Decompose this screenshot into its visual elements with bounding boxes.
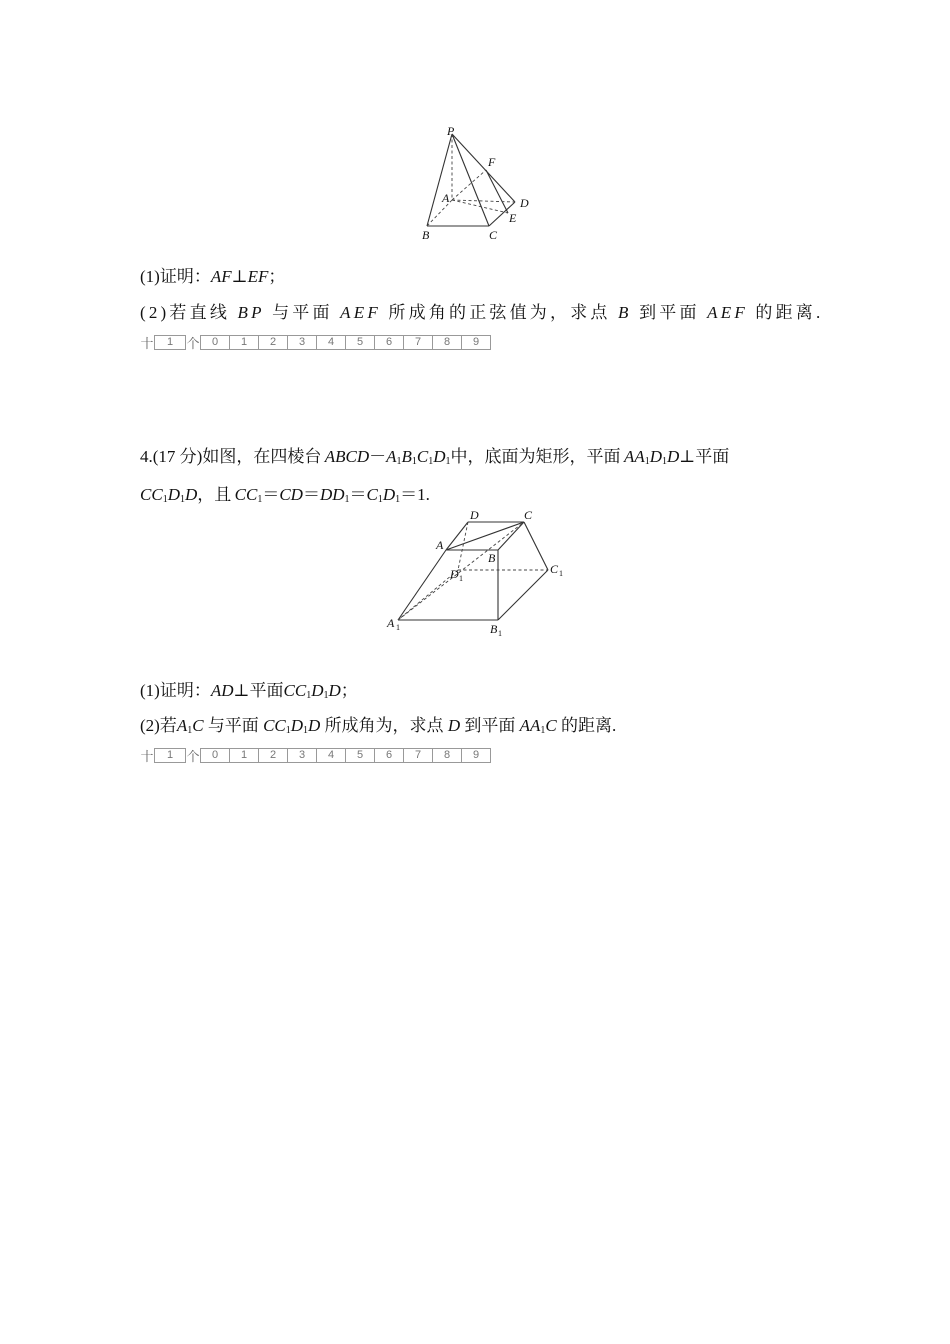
- edge-a1c: [398, 522, 524, 620]
- math-text: 的距离.: [755, 303, 824, 322]
- label-b: B: [488, 551, 496, 565]
- q3-part1: [140, 262, 285, 287]
- math-text: CC: [283, 681, 307, 700]
- edge-ac: [446, 522, 524, 550]
- math-text: AEF: [340, 303, 381, 322]
- math-text: (2)若直线: [140, 303, 231, 322]
- math-text: D: [167, 485, 180, 504]
- subscript: 1: [540, 725, 546, 736]
- digit-cell[interactable]: 2: [258, 748, 288, 763]
- math-text: BP: [237, 303, 265, 322]
- digit-cell[interactable]: 0: [200, 748, 230, 763]
- pyramid-figure: [410, 120, 540, 245]
- edge-ae: [452, 200, 508, 213]
- digit-cell[interactable]: 7: [403, 335, 433, 350]
- q4-statement-line2: [140, 480, 430, 505]
- ones-label: 个: [186, 335, 200, 351]
- math-text: (1)证明：: [140, 681, 211, 700]
- math-text: C: [366, 485, 378, 504]
- subscript: 1: [395, 494, 401, 505]
- math-text: D: [447, 716, 461, 735]
- digit-cell[interactable]: 9: [461, 335, 491, 350]
- math-text: ABCD: [324, 447, 370, 466]
- digit-cell[interactable]: 8: [432, 335, 462, 350]
- label-b: B: [422, 228, 430, 242]
- digit-cell[interactable]: 6: [374, 748, 404, 763]
- math-text: 的距离.: [560, 716, 617, 735]
- math-text: (1)证明：: [140, 267, 211, 286]
- math-text: ＝1.: [400, 485, 430, 504]
- digit-cell[interactable]: 2: [258, 335, 288, 350]
- subscript: 1: [662, 456, 667, 467]
- math-text: B: [618, 303, 632, 322]
- digit-cell[interactable]: 3: [287, 335, 317, 350]
- math-text: C: [192, 716, 204, 735]
- label-a: A: [442, 191, 450, 205]
- tens-label: 十: [140, 335, 154, 351]
- math-text: (2)若: [140, 716, 177, 735]
- digit-cell[interactable]: 0: [200, 335, 230, 350]
- math-text: D: [184, 485, 198, 504]
- label-c: C: [489, 228, 498, 242]
- math-text: AF⊥EF: [210, 267, 269, 286]
- math-text: D: [311, 681, 324, 700]
- subscript: 1: [285, 725, 291, 736]
- label-a1-sub: 1: [396, 623, 400, 632]
- subscript: 1: [179, 494, 185, 505]
- math-text: 到平面: [639, 303, 700, 322]
- math-text: D: [382, 485, 396, 504]
- math-text: A: [386, 447, 397, 466]
- label-p: P: [447, 124, 455, 138]
- digit-cell[interactable]: 1: [229, 748, 259, 763]
- edge-cc1: [524, 522, 548, 570]
- label-a: A: [436, 538, 444, 552]
- subscript: 1: [303, 725, 309, 736]
- label-d: D: [470, 508, 479, 522]
- label-e: E: [509, 211, 517, 225]
- q3-part2: [140, 298, 823, 323]
- edge-ad: [452, 200, 515, 202]
- subscript: 1: [396, 456, 402, 467]
- edge-b1c1: [498, 570, 548, 620]
- label-d: D: [520, 196, 529, 210]
- tens-box[interactable]: 1: [154, 335, 186, 350]
- digit-cell[interactable]: 4: [316, 748, 346, 763]
- math-text: ＝: [302, 485, 320, 504]
- math-text: C: [545, 716, 557, 735]
- math-text: ⊥平面: [233, 681, 284, 700]
- math-text: D: [308, 716, 321, 735]
- digit-cell[interactable]: 5: [345, 335, 375, 350]
- subscript: 1: [323, 690, 329, 701]
- math-text: 到平面: [464, 716, 516, 735]
- math-text: 与平面: [272, 303, 333, 322]
- q4-part2: [140, 711, 616, 736]
- math-text: ，且: [197, 485, 232, 504]
- subscript: 1: [428, 456, 434, 467]
- digit-cell[interactable]: 5: [345, 748, 375, 763]
- digit-cell[interactable]: 4: [316, 335, 346, 350]
- subscript: 1: [411, 456, 417, 467]
- q4-part1: [140, 676, 358, 701]
- math-text: ；: [340, 681, 358, 700]
- math-text: AA: [623, 447, 645, 466]
- answer-grid-1: [140, 333, 491, 351]
- digit-cell[interactable]: 3: [287, 748, 317, 763]
- label-a1: A: [387, 616, 395, 630]
- digit-cell[interactable]: 8: [432, 748, 462, 763]
- math-text: D: [667, 447, 680, 466]
- math-text: C: [416, 447, 429, 466]
- label-d1: D: [450, 567, 459, 581]
- label-b1: B: [490, 622, 498, 636]
- edge-aa1: [398, 550, 446, 620]
- q4-statement-line1: [140, 442, 729, 467]
- math-text: ＝: [262, 485, 280, 504]
- subscript: 1: [644, 456, 650, 467]
- math-text: CD: [279, 485, 303, 504]
- edge-af: [452, 170, 486, 200]
- math-text: 所成角的正弦值为，求点: [388, 303, 611, 322]
- math-text: ；: [268, 267, 286, 286]
- label-c1-sub: 1: [559, 569, 563, 578]
- frustum-figure: [380, 508, 580, 643]
- math-text: 与平面: [207, 716, 259, 735]
- math-text: AA: [519, 716, 541, 735]
- label-b1-sub: 1: [498, 629, 502, 638]
- label-d1-sub: 1: [459, 574, 463, 583]
- subscript: 1: [445, 456, 451, 467]
- math-text: A: [176, 716, 188, 735]
- math-text: CC: [263, 716, 286, 735]
- subscript: 1: [344, 494, 350, 505]
- edge-pc: [452, 134, 489, 226]
- tens-box[interactable]: 1: [154, 748, 186, 763]
- math-text: AD: [210, 681, 234, 700]
- subscript: 1: [377, 494, 383, 505]
- math-text: ＝: [349, 485, 367, 504]
- edge-pb: [427, 134, 452, 226]
- math-text: CC: [234, 485, 258, 504]
- subscript: 1: [306, 690, 312, 701]
- tens-label: 十: [140, 748, 154, 764]
- math-text: D: [328, 681, 341, 700]
- label-c: C: [524, 508, 533, 522]
- math-text: 中，底面为矩形，平面: [450, 447, 621, 466]
- math-text: 4.(17 分)如图，在四棱台: [140, 447, 322, 466]
- math-text: D: [290, 716, 304, 735]
- math-text: CC: [140, 485, 163, 504]
- math-text: D: [649, 447, 662, 466]
- answer-grid-2: [140, 746, 491, 764]
- digit-cell[interactable]: 6: [374, 335, 404, 350]
- subscript: 1: [187, 725, 193, 736]
- label-c1: C: [550, 562, 559, 576]
- digit-cell[interactable]: 1: [229, 335, 259, 350]
- math-text: 所成角为，求点: [324, 716, 444, 735]
- math-text: D: [433, 447, 446, 466]
- math-text: AEF: [707, 303, 748, 322]
- digit-cell[interactable]: 7: [403, 748, 433, 763]
- math-text: －: [369, 447, 387, 466]
- label-f: F: [488, 155, 496, 169]
- math-text: DD: [319, 485, 345, 504]
- ones-label: 个: [186, 748, 200, 764]
- digit-cell[interactable]: 9: [461, 748, 491, 763]
- math-text: B: [401, 447, 412, 466]
- subscript: 1: [162, 494, 168, 505]
- subscript: 1: [257, 494, 263, 505]
- math-text: ⊥平面: [679, 447, 730, 466]
